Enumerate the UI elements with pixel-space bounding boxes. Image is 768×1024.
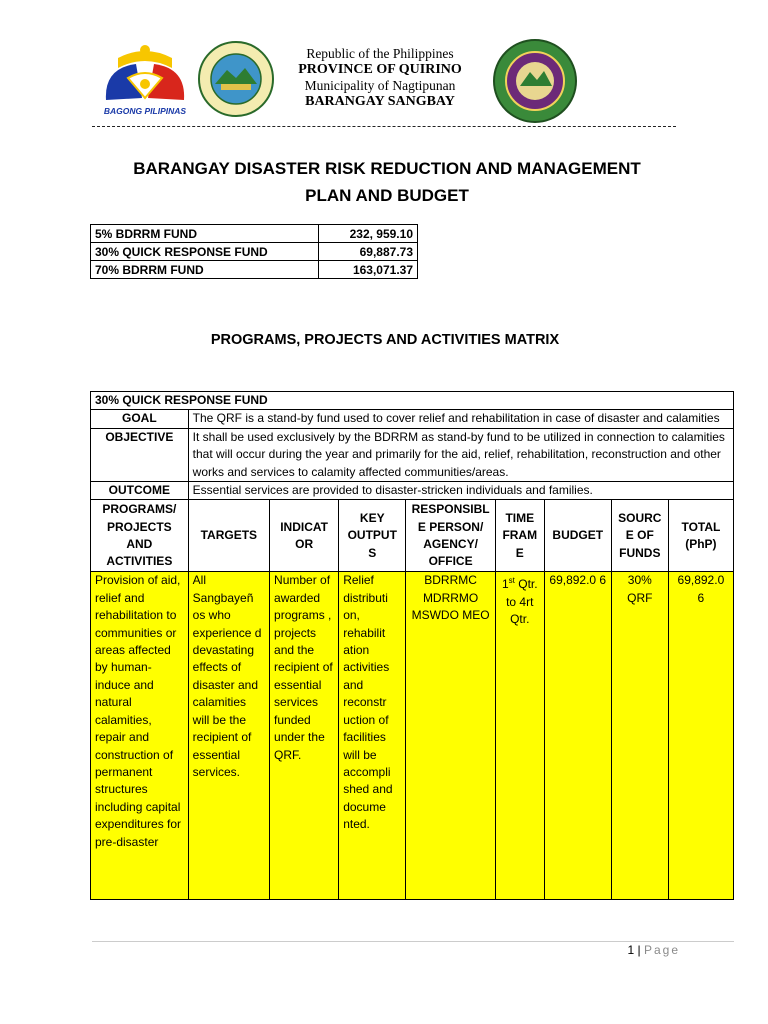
- bagong-pilipinas-logo: [98, 38, 192, 120]
- col-header-targets: TARGETS: [188, 500, 269, 572]
- col-header-total: TOTAL (PhP): [668, 500, 733, 572]
- cell-timeframe: [495, 572, 544, 900]
- cell-targets: All Sangbayeñ os who experience d devastating effects of disaster and calamities will be the recipient of essential services.: [188, 572, 269, 900]
- barangay-seal: [492, 38, 578, 124]
- table-row: [91, 261, 418, 279]
- goal-label: GOAL: [91, 410, 189, 428]
- outcome-row: [91, 482, 734, 500]
- col-header-responsible: RESPONSIBL E PERSON/ AGENCY/ OFFICE: [406, 500, 496, 572]
- timeframe-rest: Qtr. to 4rt Qtr.: [506, 577, 538, 627]
- objective-row: [91, 428, 734, 481]
- cell-outputs: Relief distributi on, rehabilit ation activities and reconstr uction of facilities will be accompli shed and docume nted.: [339, 572, 406, 900]
- section-title: 30% QUICK RESPONSE FUND: [91, 392, 734, 410]
- cell-programs: Provision of aid, relief and rehabilitation to communities or areas affected by human-induce and natural calamities, repair and construction of permanent structures including capital expenditures for pre-disaster: [91, 572, 189, 900]
- col-header-indicator: INDICAT OR: [270, 500, 339, 572]
- outcome-text: Essential services are provided to disaster-stricken individuals and families.: [188, 482, 733, 500]
- matrix-title: PROGRAMS, PROJECTS AND ACTIVITIES MATRIX: [210, 332, 560, 348]
- title-line-1: BARANGAY DISASTER RISK REDUCTION AND MANAGEMENT: [133, 159, 641, 178]
- fund-value: 232, 959.10: [319, 225, 418, 243]
- objective-label: OBJECTIVE: [91, 428, 189, 481]
- section-row: [91, 392, 734, 410]
- cell-indicator: Number of awarded programs , projects and the recipient of essential services funded under the QRF.: [270, 572, 339, 900]
- bagong-pilipinas-caption: BAGONG PILIPINAS: [103, 106, 187, 116]
- goal-row: [91, 410, 734, 428]
- page-separator: |: [637, 943, 641, 957]
- fund-label: 70% BDRRM FUND: [91, 261, 319, 279]
- province-line: PROVINCE OF QUIRINO: [298, 62, 462, 77]
- fund-label: 30% QUICK RESPONSE FUND: [91, 243, 319, 261]
- fund-label: 5% BDRRM FUND: [91, 225, 319, 243]
- cell-source: 30% QRF: [611, 572, 668, 900]
- timeframe-qtr: 1: [501, 577, 509, 592]
- goal-text: The QRF is a stand-by fund used to cover relief and rehabilitation in case of disaster and calamities: [188, 410, 733, 428]
- cell-responsible: BDRRMC MDRRMO MSWDO MEO: [406, 572, 496, 900]
- col-header-source: SOURC E OF FUNDS: [611, 500, 668, 572]
- letterhead: [250, 46, 510, 110]
- col-header-budget: BUDGET: [544, 500, 611, 572]
- table-row: [91, 225, 418, 243]
- page-label: Page: [643, 943, 680, 957]
- header-divider: [92, 126, 676, 127]
- fund-value: 69,887.73: [319, 243, 418, 261]
- fund-table: [90, 224, 418, 279]
- document-title: [90, 155, 684, 209]
- cell-budget: 69,892.0 6: [544, 572, 611, 900]
- col-header-timeframe: TIME FRAM E: [495, 500, 544, 572]
- cell-total: 69,892.0 6: [668, 572, 733, 900]
- ppa-matrix-table: [90, 391, 734, 900]
- footer-divider: [92, 941, 734, 942]
- col-header-outputs: KEY OUTPUT S: [339, 500, 406, 572]
- municipality-line: Municipality of Nagtipunan: [304, 78, 456, 93]
- barangay-line: BARANGAY SANGBAY: [305, 94, 455, 109]
- fund-value: 163,071.37: [319, 261, 418, 279]
- objective-text: It shall be used exclusively by the BDRRM as stand-by fund to be utilized in connection to calamities that will occur during the year and primarily for the aid, relief, rehabilitation, reconstruction and other works and services to calamity affected communities/areas.: [188, 428, 733, 481]
- timeframe-sup: st: [508, 576, 515, 586]
- page-number-value: 1: [627, 943, 635, 957]
- table-row: [91, 572, 734, 900]
- col-header-programs: PROGRAMS/ PROJECTS AND ACTIVITIES: [91, 500, 189, 572]
- republic-line: Republic of the Philippines: [306, 46, 454, 61]
- title-line-2: PLAN AND BUDGET: [305, 186, 469, 205]
- page-number: [600, 943, 680, 957]
- column-header-row: [91, 500, 734, 572]
- outcome-label: OUTCOME: [91, 482, 189, 500]
- table-row: [91, 243, 418, 261]
